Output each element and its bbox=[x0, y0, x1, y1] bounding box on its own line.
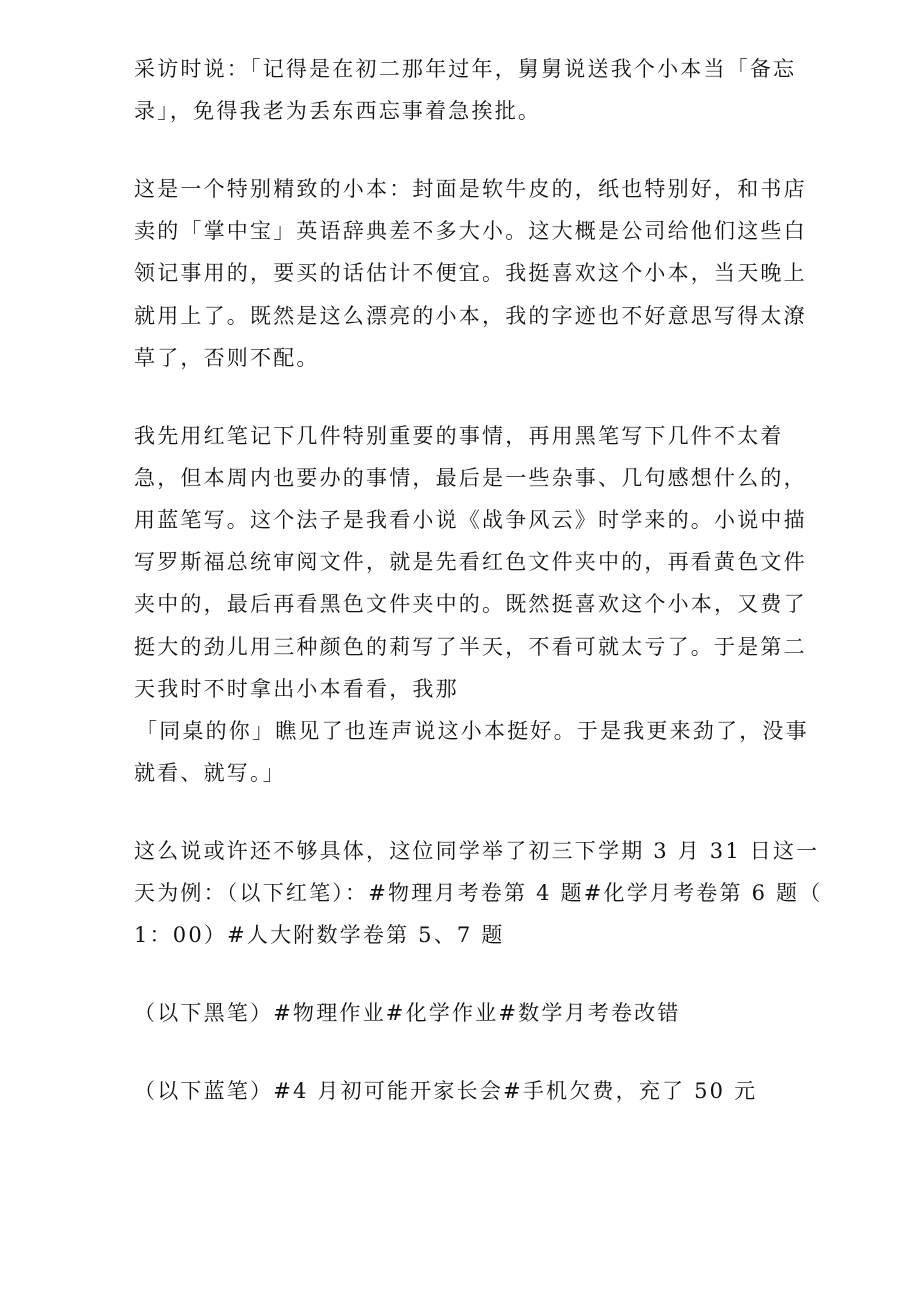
paragraph-2-line-4: 就用上了。既然是这么漂亮的小本，我的字迹也不好意思写得太潦 bbox=[134, 304, 807, 328]
paragraph-3-line-9: 就看、就写。」 bbox=[134, 761, 286, 785]
paragraph-6-line-1: （以下蓝笔）#4 月初可能开家长会#手机欠费，充了 50 元 bbox=[134, 1079, 758, 1103]
paragraph-2-line-3: 领记事用的，要买的话估计不便宜。我挺喜欢这个小本，当天晚上 bbox=[134, 261, 807, 285]
paragraph-3-line-2: 急，但本周内也要办的事情，最后是一些杂事、几句感想什么的， bbox=[134, 466, 807, 490]
paragraph-3-line-4: 写罗斯福总统审阅文件，就是先看红色文件夹中的，再看黄色文件 bbox=[134, 550, 807, 574]
paragraph-2-line-2: 卖的「掌中宝」英语辞典差不多大小。这大概是公司给他们这些白 bbox=[134, 219, 807, 243]
paragraph-3-line-7: 天我时不时拿出小本看看，我那 bbox=[134, 677, 459, 701]
paragraph-3-line-8: 「同桌的你」瞧见了也连声说这小本挺好。于是我更来劲了，没事 bbox=[136, 719, 809, 743]
paragraph-5-line-1: （以下黑笔）#物理作业#化学作业#数学月考卷改错 bbox=[134, 1001, 681, 1025]
paragraph-2-line-5: 草了，否则不配。 bbox=[134, 346, 320, 370]
paragraph-3-line-5: 夹中的，最后再看黑色文件夹中的。既然挺喜欢这个小本，又费了 bbox=[134, 592, 807, 616]
paragraph-4-line-2: 天为例：（以下红笔）：#物理月考卷第 4 题#化学月考卷第 6 题（ bbox=[134, 881, 823, 905]
paragraph-3-line-6: 挺大的劲儿用三种颜色的莉写了半天，不看可就太亏了。于是第二 bbox=[134, 635, 807, 659]
paragraph-3-line-3: 用蓝笔写。这个法子是我看小说《战争风云》时学来的。小说中描 bbox=[134, 508, 807, 532]
paragraph-1-line-1: 采访时说：「记得是在初二那年过年，舅舅说送我个小本当「备忘 bbox=[134, 57, 797, 81]
paragraph-1-line-2: 录」，免得我老为丢东西忘事着急挨批。 bbox=[134, 99, 542, 123]
paragraph-4-line-1: 这么说或许还不够具体，这位同学举了初三下学期 3 月 31 日这一 bbox=[134, 839, 820, 863]
paragraph-3-line-1: 我先用红笔记下几件特别重要的事情，再用黑笔写下几件不太着 bbox=[134, 424, 784, 448]
paragraph-2-line-1: 这是一个特别精致的小本：封面是软牛皮的，纸也特别好，和书店 bbox=[134, 177, 807, 201]
paragraph-4-line-3: 1：00）#人大附数学卷第 5、7 题 bbox=[134, 923, 505, 947]
